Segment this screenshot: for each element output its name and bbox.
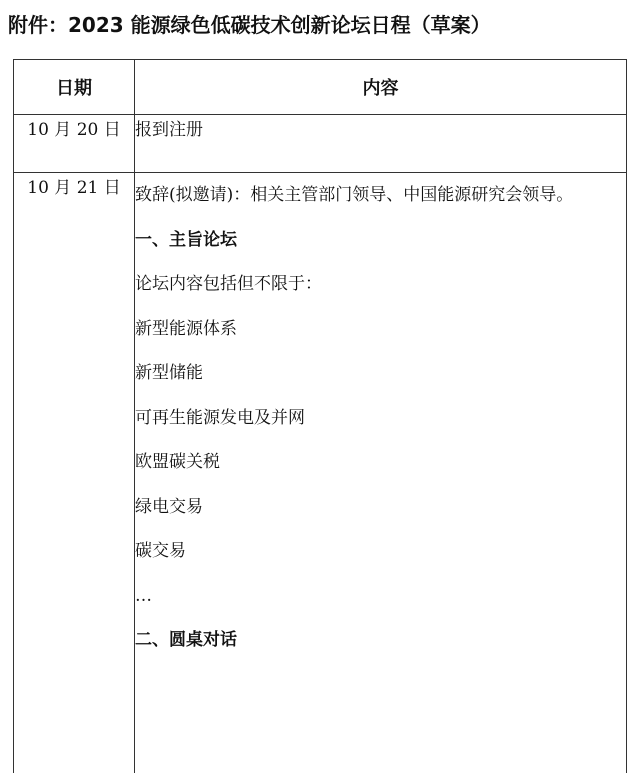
header-content: 内容 (135, 60, 627, 115)
table-row (14, 173, 627, 773)
opening-remarks: 致辞(拟邀请)：相关主管部门领导、中国能源研究会领导。 (135, 173, 626, 218)
topics-intro: 论坛内容包括但不限于： (135, 262, 626, 307)
table-row (14, 115, 627, 173)
topic-item: 欧盟碳关税 (135, 440, 626, 485)
content-cell (135, 173, 627, 773)
topic-item: 碳交易 (135, 529, 626, 574)
document-title: 附件：2023 能源绿色低碳技术创新论坛日程（草案） (8, 10, 491, 40)
topic-item: 绿电交易 (135, 485, 626, 530)
topic-item: 新型能源体系 (135, 307, 626, 352)
table-header-row (14, 60, 627, 115)
topic-item: 新型储能 (135, 351, 626, 396)
date-cell: 10 月 21 日 (14, 173, 135, 773)
topic-item: 可再生能源发电及并网 (135, 396, 626, 441)
header-date: 日期 (14, 60, 135, 115)
content-cell: 报到注册 (135, 115, 627, 173)
ellipsis: … (135, 574, 626, 619)
section-heading-roundtable: 二、圆桌对话 (135, 618, 626, 663)
date-cell: 10 月 20 日 (14, 115, 135, 173)
schedule-table (13, 59, 627, 773)
section-heading-keynote: 一、主旨论坛 (135, 218, 626, 263)
